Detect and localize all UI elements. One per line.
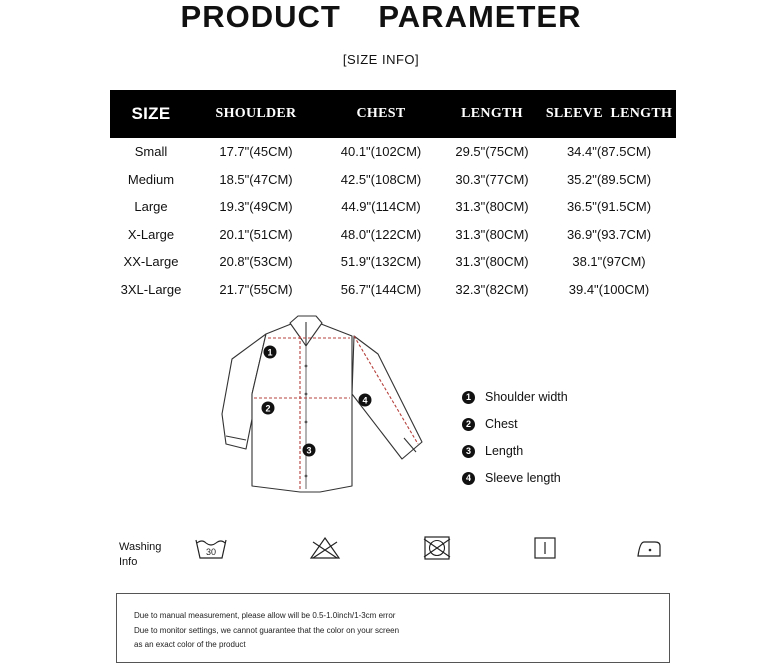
- legend-label: Chest: [485, 417, 518, 431]
- table-cell: 17.7"(45CM): [219, 144, 293, 160]
- wash-30-icon: [194, 534, 228, 562]
- size-table: [110, 90, 676, 303]
- legend-number: 2: [462, 418, 475, 431]
- drip-dry-icon: [530, 534, 560, 562]
- table-row: [110, 138, 676, 166]
- shirt-diagram: [218, 314, 430, 496]
- table-cell: 19.3"(49CM): [219, 199, 293, 215]
- svg-text:1: 1: [267, 347, 273, 358]
- table-header-row: [110, 90, 676, 138]
- table-cell: 31.3"(80CM): [455, 254, 529, 270]
- svg-text:30: 30: [205, 547, 217, 557]
- table-cell: 32.3"(82CM): [455, 281, 529, 297]
- size-info-subtitle: [SIZE INFO]: [342, 52, 420, 67]
- legend-label: Sleeve length: [485, 471, 561, 485]
- legend-number: 3: [462, 445, 475, 458]
- table-cell: 44.9"(114CM): [341, 199, 421, 215]
- table-cell: 21.7"(55CM): [219, 281, 293, 297]
- table-cell: Small: [134, 144, 168, 160]
- table-cell: 18.5"(47CM): [219, 171, 293, 187]
- no-bleach-icon: [308, 534, 342, 562]
- svg-text:2: 2: [265, 403, 271, 414]
- no-tumble-dry-icon: [420, 534, 454, 562]
- legend-number: 1: [462, 391, 475, 404]
- marker-2: [262, 402, 275, 415]
- table-cell: 34.4"(87.5CM): [566, 144, 652, 160]
- table-row: [110, 248, 676, 276]
- legend-label: Shoulder width: [485, 390, 568, 404]
- table-cell: 20.8"(53CM): [219, 254, 293, 270]
- marker-3: [303, 444, 316, 457]
- svg-text:4: 4: [362, 395, 368, 406]
- column-header: CHEST: [320, 90, 442, 138]
- note-monitor: Due to monitor settings, we cannot guarantee that the color on your screen: [134, 626, 400, 635]
- table-cell: 29.5"(75CM): [455, 144, 529, 160]
- table-cell: 36.9"(93.7CM): [566, 226, 652, 242]
- column-header: SLEEVE LENGTH: [542, 90, 676, 138]
- table-cell: 39.4"(100CM): [568, 281, 650, 297]
- table-cell: 31.3"(80CM): [455, 199, 529, 215]
- note-color: as an exact color of the product: [134, 640, 246, 649]
- column-header: SIZE: [110, 90, 192, 138]
- column-header: SHOULDER: [192, 90, 320, 138]
- table-row: [110, 276, 676, 304]
- table-cell: 42.5"(108CM): [340, 171, 422, 187]
- column-header: LENGTH: [442, 90, 542, 138]
- table-cell: 56.7"(144CM): [340, 281, 422, 297]
- legend-label: Length: [485, 444, 524, 458]
- table-row: [110, 193, 676, 221]
- title-word-product: PRODUCT: [180, 0, 341, 34]
- table-cell: 31.3"(80CM): [455, 226, 529, 242]
- marker-1: [264, 346, 277, 359]
- table-cell: Large: [134, 199, 168, 215]
- table-cell: 30.3"(77CM): [455, 171, 529, 187]
- table-cell: 20.1"(51CM): [219, 226, 293, 242]
- table-cell: 36.5"(91.5CM): [566, 199, 652, 215]
- table-row: [110, 221, 676, 249]
- title-word-parameter: PARAMETER: [378, 0, 582, 34]
- table-cell: X-Large: [127, 226, 175, 242]
- table-cell: XX-Large: [123, 254, 179, 270]
- table-cell: 48.0"(122CM): [340, 226, 422, 242]
- table-cell: 35.2"(89.5CM): [566, 171, 652, 187]
- washing-label-line2: Info: [119, 556, 138, 568]
- table-row: [110, 166, 676, 194]
- table-cell: Medium: [127, 171, 175, 187]
- svg-text:3: 3: [306, 445, 312, 456]
- table-cell: 51.9"(132CM): [340, 254, 422, 270]
- page-title: [0, 0, 762, 34]
- legend-number: 4: [462, 472, 475, 485]
- washing-info-label: [119, 540, 179, 570]
- table-cell: 40.1"(102CM): [340, 144, 422, 160]
- washing-label-line1: Washing: [119, 541, 162, 553]
- table-cell: 38.1"(97CM): [572, 254, 646, 270]
- note-measurement: Due to manual measurement, please allow will be 0.5-1.0inch/1-3cm error: [134, 611, 396, 620]
- marker-4: [359, 394, 372, 407]
- iron-low-icon: [634, 534, 664, 562]
- table-cell: 3XL-Large: [120, 281, 182, 297]
